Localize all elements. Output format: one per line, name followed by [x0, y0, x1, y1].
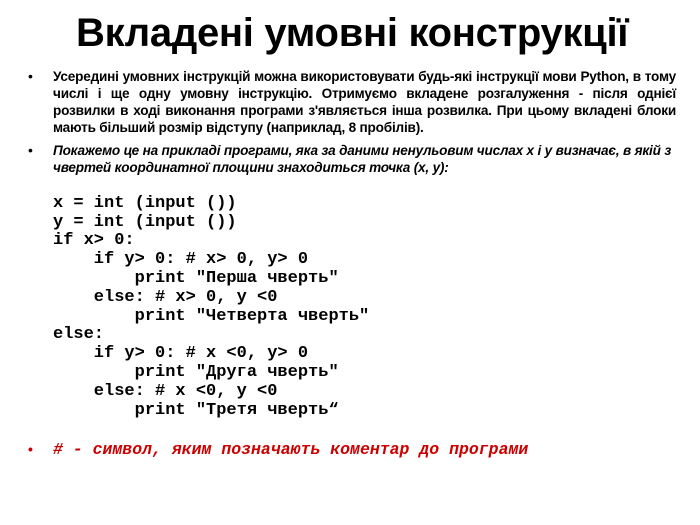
code-line: print "Четверта чверть"	[53, 306, 370, 326]
code-line: if x> 0:	[53, 231, 135, 251]
code-line: print "Друга чверть"	[53, 362, 339, 382]
comment-note	[28, 440, 528, 460]
bullet-icon-red: •	[28, 441, 33, 457]
intro-paragraph: Усередині умовних інструкцій можна використовувати будь-які інструкції мови Python, в тому числі і ще одну умовну інструкцію. Отримуємо вкладене розгалуження - після однієї розвилки в ході виконання програми з'являється інша розвилка. При цьому вкладені блоки мають більший розмір відступу (наприклад, 8 пробілів).	[53, 69, 676, 135]
code-line: else: # x> 0, y <0	[53, 287, 278, 307]
code-line: else:	[53, 325, 105, 345]
bullet-icon: •	[28, 68, 33, 84]
code-line: if y> 0: # x> 0, y> 0	[53, 250, 309, 270]
code-line: y = int (input ())	[53, 212, 237, 232]
bullet-item-example	[28, 142, 676, 420]
code-line: if y> 0: # x <0, y> 0	[53, 344, 309, 364]
code-block	[53, 176, 676, 420]
code-line: print "Третя чверть“	[53, 400, 339, 420]
slide-title: Вкладені умовні конструкції	[76, 11, 629, 55]
bullet-icon: •	[28, 142, 33, 158]
bullet-list	[28, 68, 676, 420]
comment-note-text: # - символ, яким позначають коментар до програми	[53, 440, 529, 459]
bullet-item-intro	[28, 68, 676, 136]
code-line: x = int (input ())	[53, 193, 237, 213]
code-line: else: # x <0, y <0	[53, 381, 278, 401]
example-paragraph: Покажемо це на прикладі програми, яка за даними ненульовим числах x і y визначає, в якій з чвертей координатної площини знаходиться точка (x, y):	[53, 143, 672, 175]
code-line: print "Перша чверть"	[53, 268, 339, 288]
